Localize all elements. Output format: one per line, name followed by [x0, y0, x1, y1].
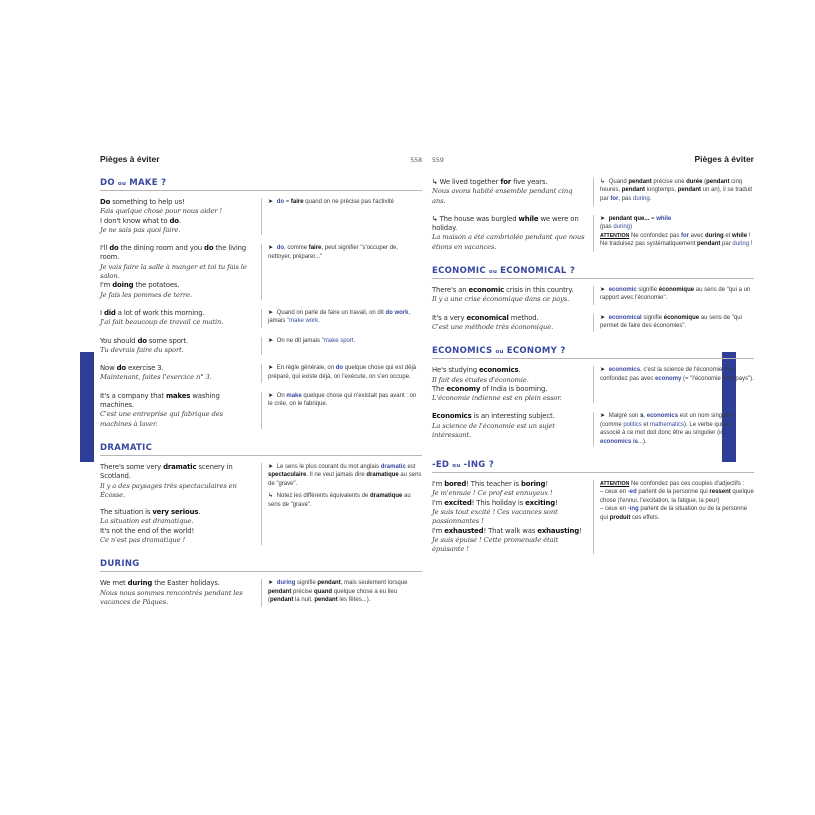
- entry-row: [100, 364, 422, 383]
- right-page: [432, 150, 754, 568]
- english-example: I'm bored! This teacher is boring!: [432, 480, 548, 489]
- section-ed-or-ing: [432, 460, 754, 554]
- section-dramatic: [100, 443, 422, 545]
- page-title: Pièges à éviter: [694, 154, 754, 164]
- french-translation: Je vais faire la salle à manger et toi tu fais le salon.: [100, 262, 247, 281]
- french-translation: Tu devrais faire du sport.: [100, 345, 184, 354]
- french-translation: Il y a une crise économique dans ce pays.: [432, 295, 570, 304]
- example-column: [100, 309, 262, 328]
- french-translation: La maison a été cambriolée pendant que nous étions en vacances.: [432, 233, 585, 251]
- english-example: We met during the Easter holidays.: [100, 579, 220, 588]
- entry-row: [432, 215, 754, 252]
- example-column: [432, 215, 594, 252]
- french-translation: C'est une entreprise qui fabrique des machines à laver.: [100, 410, 223, 428]
- english-example: He's studying economics.: [432, 366, 521, 375]
- french-translation: La science de l'économie est un sujet intéressant.: [432, 421, 555, 440]
- entry-row: [432, 412, 754, 446]
- section-do-or-make: [100, 178, 422, 429]
- arrow-icon: ➤: [268, 580, 274, 587]
- french-translation: La situation est dramatique.: [100, 517, 194, 526]
- return-arrow-icon: ↳: [268, 493, 274, 500]
- thumb-index-tab-left: [80, 352, 94, 462]
- english-example: ↳ The house was burgled while we were on holiday.: [432, 214, 579, 233]
- english-example: I'm exhausted! That walk was exhausting!: [432, 526, 582, 535]
- entry-row: [100, 198, 422, 235]
- page-header-right: [432, 150, 754, 164]
- english-example: It's a company that makes washing machines.: [100, 391, 220, 410]
- attention-label: ATTENTION: [600, 232, 630, 239]
- section-heading: DRAMATIC: [100, 443, 422, 456]
- return-arrow-icon: ↳: [600, 179, 606, 185]
- usage-note: ➤ economic signifie économique au sens de "qui a un rapport avec l'économie".: [600, 287, 751, 302]
- english-example: The situation is very serious.: [100, 508, 201, 517]
- french-translation: L'économie indienne est en plein essor.: [432, 394, 562, 403]
- usage-note: ➤ Quand on parle de faire un travail, on dit do work, jamais "make work.: [268, 309, 411, 325]
- english-example: I'll do the dining room and you do the living room.: [100, 244, 247, 262]
- usage-note: ➤ Le sens le plus courant du mot anglais dramatic est spectaculaire. Il ne veut jamais dire dramatique au sens de "grave". ↳ Notez les différents équivalents de dramatique au sens de "grave".: [268, 463, 422, 508]
- arrow-icon: ➤: [268, 199, 274, 205]
- arrow-icon: ➤: [600, 413, 606, 420]
- example-column: [100, 364, 262, 383]
- entry-row: [100, 392, 422, 429]
- arrow-icon: ➤: [600, 367, 606, 374]
- return-arrow-icon: ↳: [432, 178, 438, 186]
- example-column: [432, 178, 594, 206]
- example-column: [432, 366, 594, 403]
- entry-row: [100, 309, 422, 328]
- example-column: [100, 392, 262, 429]
- english-example: Economics is an interesting subject.: [432, 412, 555, 421]
- arrow-icon: ➤: [268, 365, 274, 372]
- example-column: [100, 579, 262, 607]
- arrow-icon: ➤: [268, 392, 274, 399]
- section-for-while: [432, 178, 754, 252]
- arrow-icon: ➤: [600, 314, 606, 321]
- usage-note: ATTENTION Ne confondez pas ces couples d'adjectifs : – ceux en -ed parlent de la personne qui ressent quelque chose (l'ennui, l'excitation, la fatigue, la peur) – ceux en -ing parlent de la situation ou de la personne qui produit ces effets.: [600, 481, 754, 521]
- arrow-icon: ➤: [268, 245, 274, 252]
- french-translation: Je suis épuisé ! Cette promenade était épuisante !: [432, 535, 559, 554]
- english-example: I'm doing the potatoes.: [100, 281, 180, 290]
- page-header-left: [100, 150, 422, 164]
- page-number: 558: [410, 156, 422, 164]
- french-translation: Il fait des études d'économie.: [432, 375, 529, 384]
- entry-row: [432, 314, 754, 333]
- usage-note: ➤ pendant que... = while (pas during) ATTENTION Ne confondez pas for avec during et while ! Ne traduisez pas systématiquement pendant par during !: [600, 215, 753, 248]
- french-translation: Il y a des paysages très spectaculaires en Écosse.: [100, 481, 237, 499]
- arrow-icon: ➤: [268, 309, 274, 316]
- french-translation: Fais quelque chose pour nous aider !: [100, 207, 222, 216]
- return-arrow-icon: ↳: [432, 214, 438, 223]
- arrow-icon: ➤: [600, 287, 606, 294]
- arrow-icon: ➤: [268, 337, 274, 344]
- section-economic-or-economical: [432, 266, 754, 332]
- section-heading: DO ou MAKE ?: [100, 178, 422, 191]
- french-translation: Je ne sais pas quoi faire.: [100, 225, 181, 234]
- example-column: [432, 412, 594, 446]
- usage-note: ➤ On ne dit jamais "make sport.: [268, 337, 356, 344]
- usage-note: ➤ On make quelque chose qui n'existait pas avant : on le crée, on le fabrique.: [268, 392, 417, 408]
- usage-note: ➤ En règle générale, on do quelque chose qui est déjà préparé, qui existe déjà, on l'exécute, on s'en occupe.: [268, 365, 417, 380]
- usage-note: ↳ Quand pendant précise une durée (pendant cinq heures, pendant longtemps, pendant un an), il se traduit par for, pas during.: [600, 179, 753, 202]
- arrow-icon: ➤: [268, 463, 274, 470]
- attention-label: ATTENTION: [600, 481, 630, 488]
- english-example: ↳ We lived together for five years.: [432, 178, 548, 186]
- english-example: The economy of India is booming.: [432, 384, 548, 393]
- entry-row: [100, 244, 422, 300]
- page-number: 559: [432, 156, 444, 164]
- french-translation: Maintenant, faites l'exercice n° 3.: [100, 373, 212, 382]
- section-economics-or-economy: [432, 346, 754, 446]
- usage-note: ➤ economics, c'est la science de l'économie. Ne confondez pas avec economy (= "l'économie d'un pays").: [600, 367, 754, 382]
- example-column: [100, 198, 262, 235]
- english-example: I don't know what to do.: [100, 216, 181, 225]
- english-example: There's some very dramatic scenery in Scotland.: [100, 462, 233, 481]
- english-example: It's a very economical method.: [432, 313, 539, 322]
- usage-note: ➤ economical signifie économique au sens de "qui permet de faire des économies".: [600, 314, 742, 330]
- section-heading: DURING: [100, 559, 422, 572]
- french-translation: Je fais les pommes de terre.: [100, 290, 192, 299]
- entry-row: [432, 178, 754, 206]
- example-column: [100, 463, 262, 545]
- english-example: There's an economic crisis in this country.: [432, 286, 574, 295]
- page-title: Pièges à éviter: [100, 154, 160, 164]
- english-example: It's not the end of the world!: [100, 526, 195, 535]
- usage-note: ➤ Malgré son s, economics est un nom singulier (comme politics et mathematics). Le verbe qui est associé à ce mot doit donc être au singulier (ici, economics is...).: [600, 413, 734, 445]
- example-column: [100, 244, 262, 300]
- french-translation: Je m'ennuie ! Ce prof est ennuyeux !: [432, 489, 553, 498]
- section-heading: ECONOMIC ou ECONOMICAL ?: [432, 266, 754, 279]
- usage-note: ➤ during signifie pendant, mais seulement lorsque pendant précise quand quelque chose a eu lieu (pendant la nuit, pendant les fêtes...).: [268, 580, 408, 604]
- arrow-icon: ➤: [600, 215, 606, 222]
- french-translation: Nous avons habité ensemble pendant cinq ans.: [432, 187, 573, 205]
- entry-row: [432, 286, 754, 305]
- french-translation: Nous nous sommes rencontrés pendant les vacances de Pâques.: [100, 588, 243, 606]
- section-heading: -ED ou -ING ?: [432, 460, 754, 473]
- english-example: You should do some sport.: [100, 336, 189, 345]
- example-column: [100, 337, 262, 356]
- english-example: I'm excited! This holiday is exciting!: [432, 498, 558, 507]
- entry-row: [432, 480, 754, 554]
- entry-row: [432, 366, 754, 403]
- french-translation: J'ai fait beaucoup de travail ce matin.: [100, 318, 224, 327]
- french-translation: C'est une méthode très économique.: [432, 322, 554, 331]
- french-translation: Je suis tout excité ! Ces vacances sont passionnantes !: [432, 507, 558, 526]
- example-column: [432, 480, 594, 554]
- entry-row: [100, 337, 422, 356]
- section-during: [100, 559, 422, 607]
- english-example: I did a lot of work this morning.: [100, 308, 205, 317]
- usage-note: ➤ do = faire quand on ne précise pas l'activité: [268, 199, 394, 205]
- french-translation: Ce n'est pas dramatique !: [100, 536, 186, 545]
- english-example: Do something to help us!: [100, 198, 185, 206]
- section-heading: ECONOMICS ou ECONOMY ?: [432, 346, 754, 359]
- example-column: [432, 286, 594, 305]
- usage-note: ➤ do, comme faire, peut signifier "s'occuper de, nettoyer, préparer...": [268, 245, 399, 260]
- english-example: Now do exercise 3.: [100, 364, 164, 373]
- left-page: [100, 150, 422, 621]
- example-column: [432, 314, 594, 333]
- entry-row: [100, 579, 422, 607]
- entry-row: [100, 463, 422, 545]
